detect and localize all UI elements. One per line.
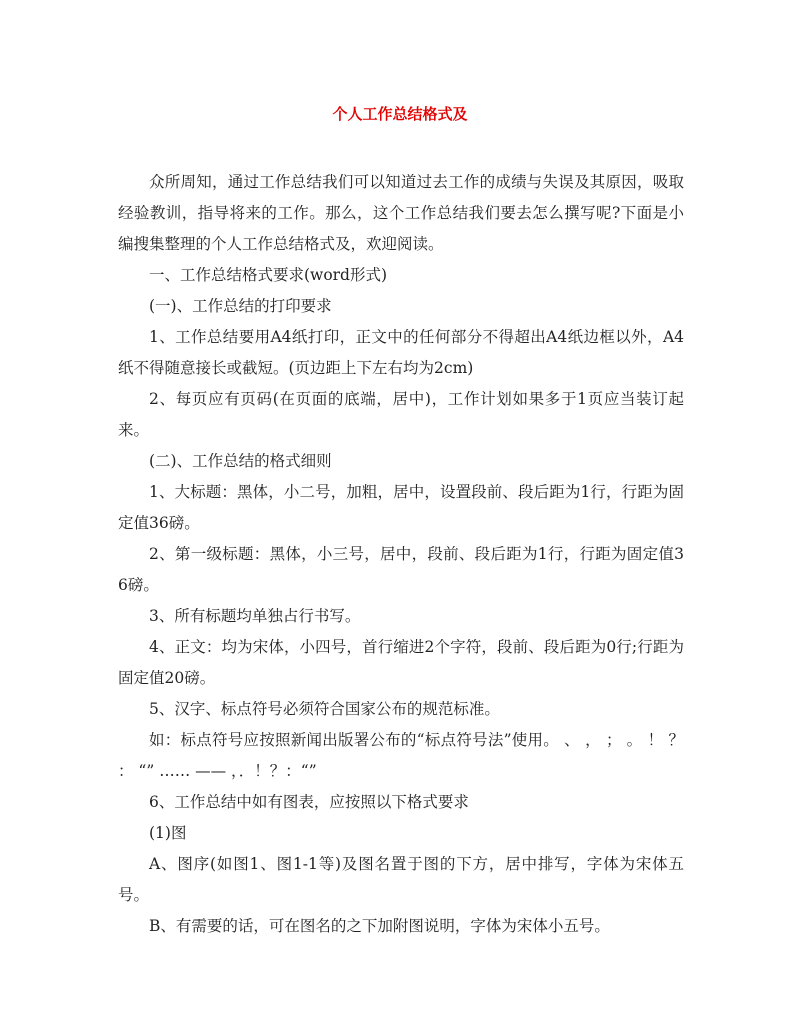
paragraph: A、图序(如图1、图1-1等)及图名置于图的下方，居中排写，字体为宋体五号。 — [118, 855, 684, 904]
paragraph: 4、正文：均为宋体，小四号，首行缩进2个字符，段前、段后距为0行;行距为固定值20磅。 — [118, 638, 684, 687]
section-heading: 一、工作总结格式要求(word形式) — [149, 266, 388, 284]
paragraph: 6、工作总结中如有图表，应按照以下格式要求 — [149, 793, 469, 811]
paragraph: 1、大标题：黑体，小二号，加粗，居中，设置段前、段后距为1行，行距为固定值36磅。 — [118, 483, 684, 532]
document-body — [118, 167, 684, 942]
paragraph: 2、每页应有页码(在页面的底端，居中)，工作计划如果多于1页应当装订起来。 — [118, 390, 684, 439]
paragraph: 5、汉字、标点符号必须符合国家公布的规范标准。 — [149, 700, 500, 718]
subsection-heading: (二)、工作总结的格式细则 — [149, 452, 332, 470]
document-title: 个人工作总结格式及 — [332, 105, 468, 123]
paragraph: 如：标点符号应按照新闻出版署公布的“标点符号法”使用。 、 ， ； 。 ！ ？ ： “” …… —— ，．！？：“” — [118, 731, 684, 780]
paragraph: 2、第一级标题：黑体，小三号，居中，段前、段后距为1行，行距为固定值36磅。 — [118, 545, 684, 594]
paragraph: (1)图 — [149, 824, 187, 842]
paragraph: 3、所有标题均单独占行书写。 — [149, 607, 361, 625]
paragraph: 1、工作总结要用A4纸打印，正文中的任何部分不得超出A4纸边框以外，A4纸不得随意接长或截短。(页边距上下左右均为2cm) — [118, 328, 684, 377]
subsection-heading: (一)、工作总结的打印要求 — [149, 297, 332, 315]
intro-paragraph: 众所周知，通过工作总结我们可以知道过去工作的成绩与失误及其原因，吸取经验教训，指导将来的工作。那么，这个工作总结我们要去怎么撰写呢?下面是小编搜集整理的个人工作总结格式及，欢迎阅读。 — [118, 173, 684, 253]
paragraph: B、有需要的话，可在图名的之下加附图说明，字体为宋体小五号。 — [149, 917, 610, 935]
